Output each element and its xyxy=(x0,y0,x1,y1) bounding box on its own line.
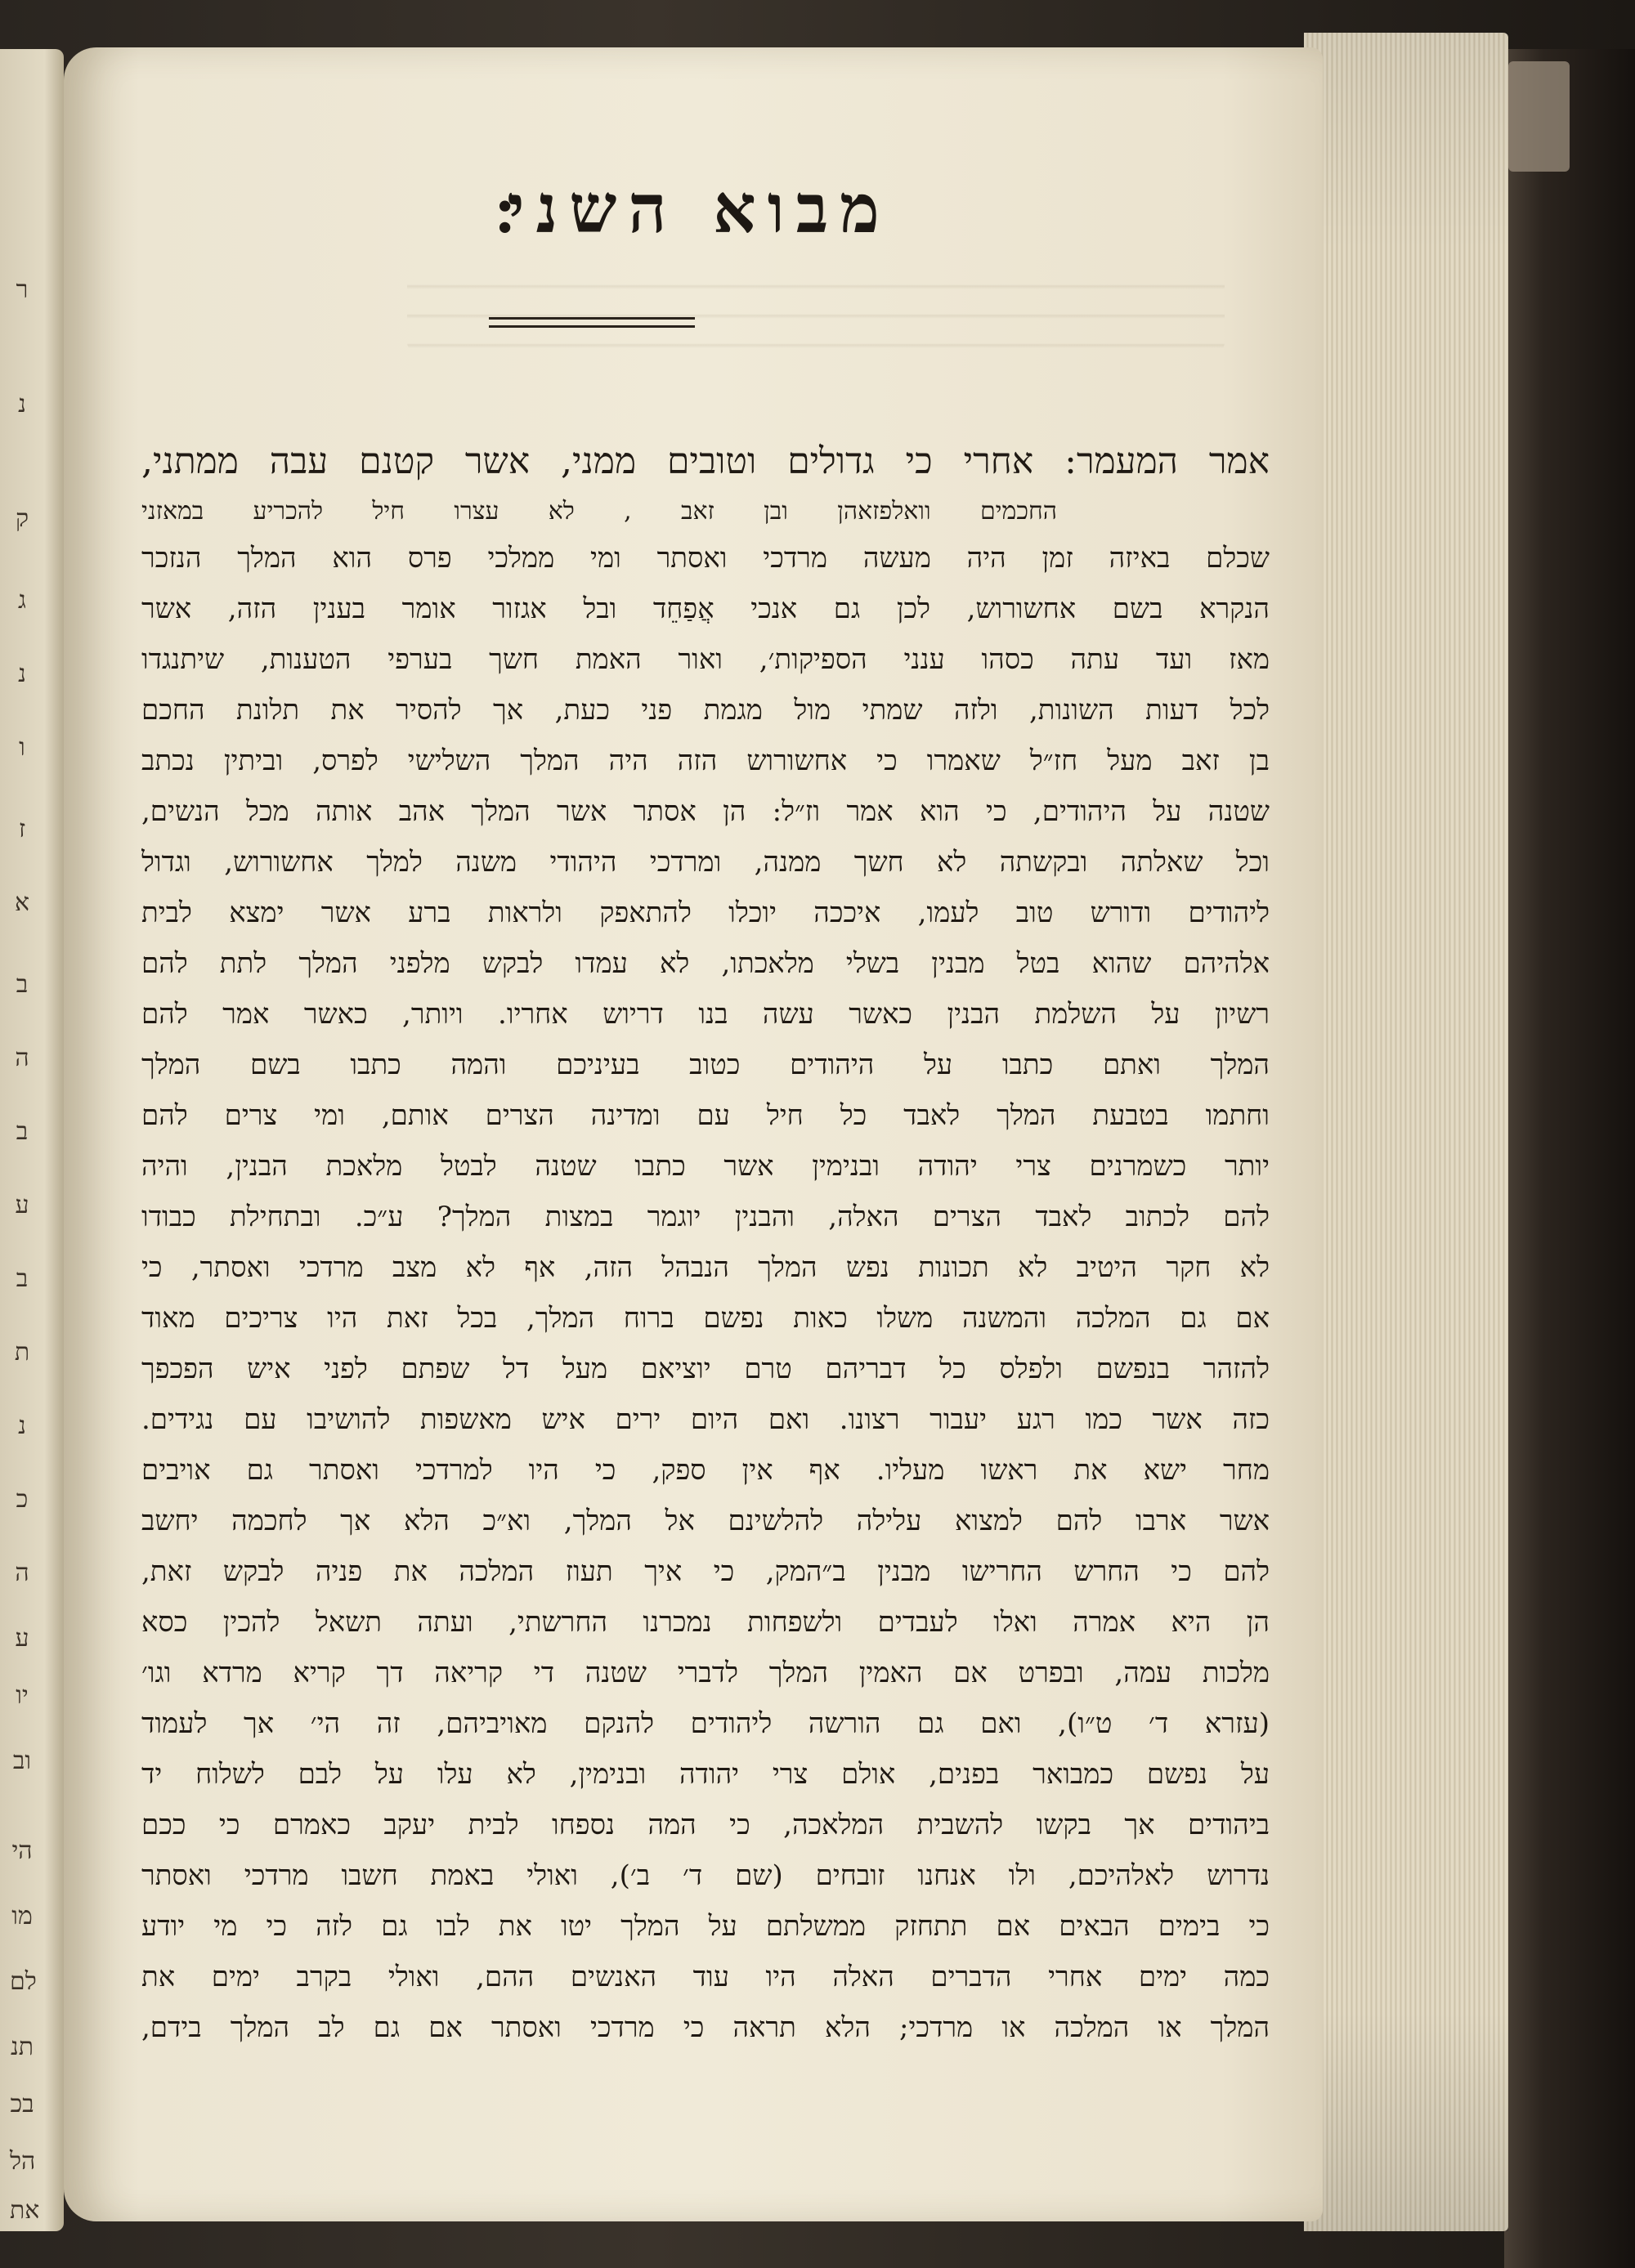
left-page-letter: בכ xyxy=(10,2090,34,2118)
left-page-letter: מו xyxy=(11,1902,33,1930)
text-line: להם לכתוב לאבד הצרים האלה, והבנין יוגמר במצות המלך? ע״כ. ובתחילת כבודו xyxy=(141,1201,1270,1233)
text-line: כזה אשר כמו רגע יעבור רצונו. ואם היום ירים איש מאשפות להושיבו עם נגידים. xyxy=(141,1403,1270,1436)
left-page-letter: וב xyxy=(12,1747,32,1775)
left-page-letter: ב xyxy=(16,1117,29,1146)
left-page-letter: ע xyxy=(15,1624,29,1653)
left-page-letter: תנ xyxy=(10,2033,34,2061)
text-line: להזהר בנפשם ולפלס כל דבריהם טרם יוציאם מעל דל שפתם לפני איש הפכפך xyxy=(141,1353,1270,1385)
body-text xyxy=(141,433,1270,2053)
left-page-letter: נ xyxy=(18,1411,26,1440)
text-line: אמר המעמר: אחרי כי גדולים וטובים ממני, אשר קטנם עבה ממתני, xyxy=(141,441,1270,482)
left-facing-page xyxy=(0,49,64,2231)
left-page-letter: לם xyxy=(10,1967,37,1996)
left-page-letter: ר xyxy=(16,275,29,304)
left-page-letter: הי xyxy=(11,1836,33,1865)
left-page-letter: ה xyxy=(15,1044,29,1072)
text-line: הן היא אמרה ואלו לעבדים ולשפחות נמכרנו החרשתי, ועתה תשאל להכין כסא xyxy=(141,1606,1270,1639)
left-page-letter: יו xyxy=(16,1681,29,1710)
text-line: ליהודים ודורש טוב לעמו, איככה יוכלו להתאפק ולראות ברע אשר ימצא לבית xyxy=(141,897,1270,929)
text-line: לא חקר היטיב לא תכונות נפש המלך הנבהל הזה, אף לא מצב מרדכי ואסתר, כי xyxy=(141,1251,1270,1284)
text-line: וכל שאלתה ובקשתה לא חשך ממנה, ומרדכי היהודי משנה למלך אחשורוש, וגדול xyxy=(141,846,1270,879)
text-line: נדרוש לאלהיכם, ולו אנחנו זובחים (שם ד׳ ב׳), ואולי באמת חשבו מרדכי ואסתר xyxy=(141,1859,1270,1892)
text-line: אשר ארבו להם למצוא עלילה להלשינם אל המלך, וא״כ הלא אך לחכמה יחשב xyxy=(141,1505,1270,1537)
page-title: מבוא השני׃ xyxy=(495,170,891,248)
left-page-letter: נ xyxy=(18,660,26,688)
text-line: שכלם באיזה זמן היה מעשה מרדכי ואסתר ומי ממלכי פרס הוא המלך הנזכר xyxy=(141,542,1270,575)
text-line: מלכות עמה, ובפרט אם האמין המלך לדברי שטנה די קריאה דך קריא מרדא וגו׳ xyxy=(141,1657,1270,1689)
text-line: כמה ימים אחרי הדברים האלה היו עוד האנשים ההם, ואולי בקרב ימים את xyxy=(141,1961,1270,1993)
left-page-letter: את xyxy=(10,2196,40,2225)
text-line: מאז ועד עתה כסהו ענני הספיקות׳, ואור האמת חשך בערפי הטענות, שיתנגדו xyxy=(141,643,1270,676)
text-line: כי בימים הבאים אם תתחזק ממשלתם על המלך יטו את לבו גם לזה כי מי יודע xyxy=(141,1910,1270,1943)
main-page xyxy=(64,47,1323,2221)
left-page-letter: ג xyxy=(18,586,26,615)
text-line: להם כי החרש החרישו מבנין ב״המק, כי איך תעוז המלכה את פניה לבקש זאת, xyxy=(141,1555,1270,1588)
text-line: בן זאב מעל חז״ל שאמרו כי אחשורוש הזה היה המלך השלישי לפרס, וביתין נכתב xyxy=(141,745,1270,777)
text-line: (עזרא ד׳ ט״ו), ואם גם הורשה ליהודים להנקם מאויביהם, זה הי׳ אך לעמוד xyxy=(141,1707,1270,1740)
page-edges xyxy=(1304,33,1508,2231)
cover-wear-patch xyxy=(1508,61,1570,172)
left-page-letter: כ xyxy=(16,1485,29,1514)
book-cover-right xyxy=(1504,49,1635,2268)
text-line: על נפשם כמבואר בפנים, אולם צרי יהודה ובנימין, לא עלו על לבם לשלוח יד xyxy=(141,1758,1270,1791)
text-line: שטנה על היהודים, כי הוא אמר וז״ל: הן אסתר אשר המלך אהב אותה מכל הנשים, xyxy=(141,795,1270,828)
text-line: לכל דעות השונות, ולזה שמתי מול מגמת פני כעת, אך להסיר את תלונת החכם xyxy=(141,694,1270,727)
text-line: אלהיהם שהוא בטל מבנין בשלי מלאכתו, לא עמדו לבקש מלפני המלך לתת להם xyxy=(141,947,1270,980)
left-page-letter: ז xyxy=(18,815,26,843)
left-page-letter: ב xyxy=(16,1264,29,1293)
text-line: אם גם המלכה והמשנה משלו כאות נפשם ברוח המלך, בכל זאת היו צריכים מאוד xyxy=(141,1302,1270,1335)
text-line: יותר כשמרנים צרי יהודה ובנימין אשר כתבו שטנה לבטל מלאכת הבנין, והיה xyxy=(141,1150,1270,1183)
text-line: וחתמו בטבעת המלך לאבד כל חיל עם ומדינה הצרים אותם, ומי צרים להם xyxy=(141,1099,1270,1132)
text-line: החכמים וואלפזאהן ובן זאב , לא עצרו חיל להכריע במאזני xyxy=(141,497,1057,526)
text-line: המלך ואתם כתבו על היהודים כטוב בעיניכם והמה כתבו בשם המלך xyxy=(141,1049,1270,1081)
left-page-letter: ו xyxy=(19,733,25,762)
text-line: המלך או המלכה או מרדכי; הלא תראה כי מרדכי ואסתר אם גם לב המלך בידם, xyxy=(141,2011,1270,2044)
text-line: רשיון על השלמת הבנין כאשר עשה בנו דריוש אחריו. ויותר, כאשר אמר להם xyxy=(141,998,1270,1031)
text-line: ביהודים אך בקשו להשבית המלאכה, כי המה נספחו לבית יעקב כאמרם כי ככם xyxy=(141,1809,1270,1841)
left-page-letter: ת xyxy=(14,1338,30,1367)
left-page-letter: ק xyxy=(15,504,29,533)
text-line: מחר ישא את ראשו מעליו. אף אין ספק, כי היו למרדכי ואסתר גם אויבים xyxy=(141,1454,1270,1487)
left-page-letter: הל xyxy=(10,2147,36,2176)
left-page-letter: ב xyxy=(16,970,29,999)
text-line: הנקרא בשם אחשורוש, לכן גם אנכי אֲפַחֵד ובל אגזור אומר בענין הזה, אשר xyxy=(141,593,1270,625)
left-page-letter: ה xyxy=(15,1559,29,1587)
show-through-text xyxy=(407,260,1225,358)
left-page-letter: נ xyxy=(18,390,26,418)
left-page-letter: ע xyxy=(15,1191,29,1219)
title-divider xyxy=(489,317,695,328)
left-page-letter: א xyxy=(14,888,29,917)
